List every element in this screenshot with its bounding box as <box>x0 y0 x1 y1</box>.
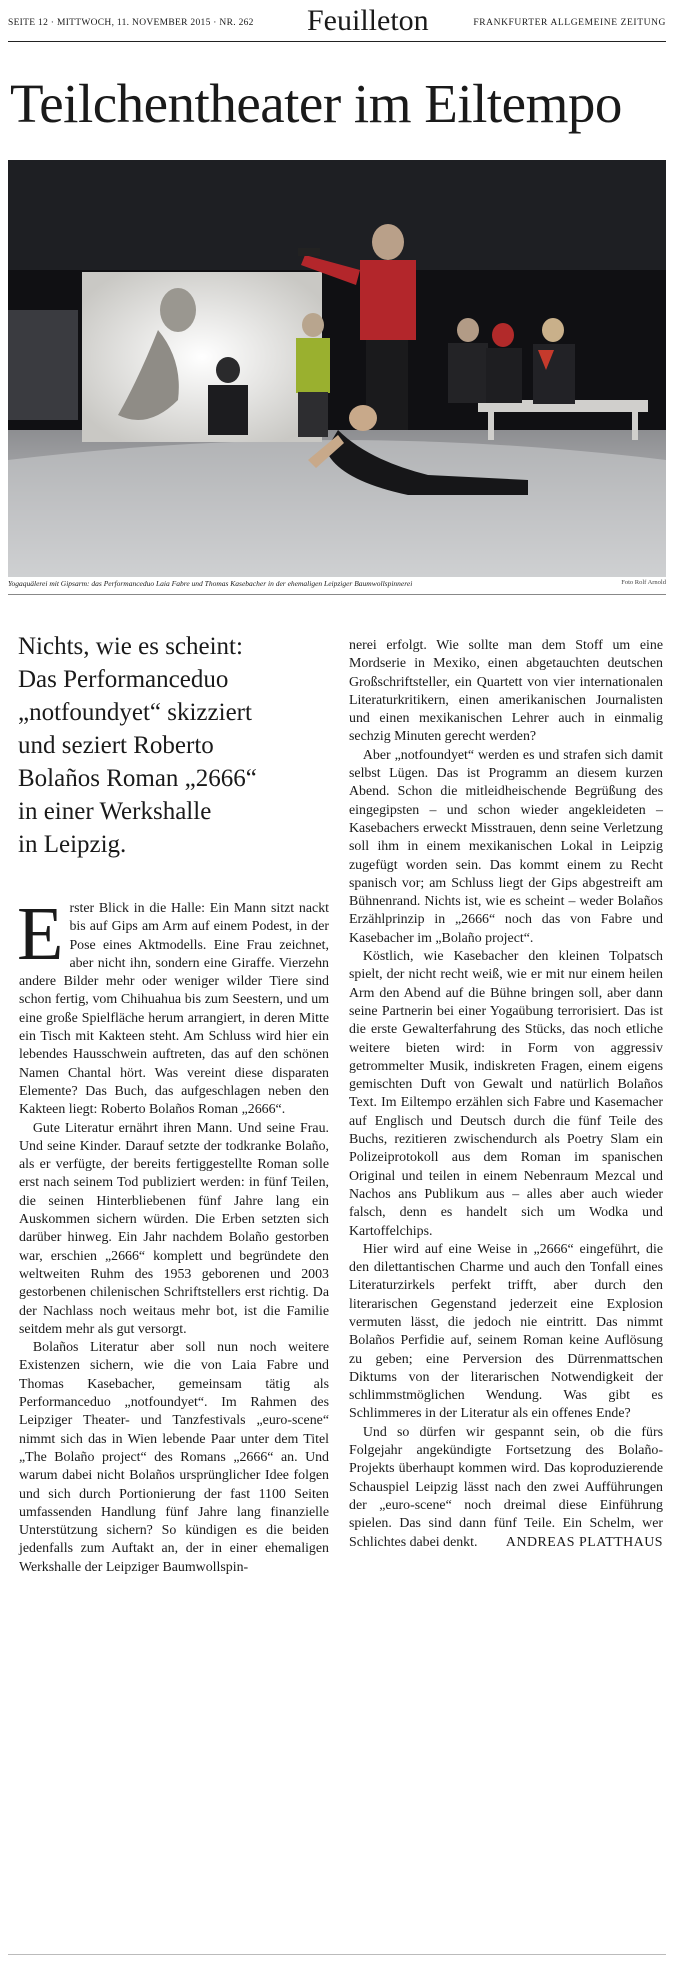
issue-info: SEITE 12 · MITTWOCH, 11. NOVEMBER 2015 · NR. 262 <box>8 18 254 28</box>
teaser-line: „notfoundyet“ skizziert <box>18 699 252 726</box>
performance-photo <box>8 160 666 577</box>
teaser-line: und seziert Roberto <box>18 732 214 759</box>
article-paragraph: Köstlich, wie Kasebacher den kleinen Tolpatsch spielt, der nicht recht weiß, wie er mit nur einem heilen Arm den Abend auf die Bühne bringen soll, aber dann seine Partnerin bei einer Yogaübung terrorisiert. Das ist die erste Gewalterfahrung des Stücks, das noch etliche weitere bieten wird: in Form von aggressiv getrommelter Musik, indiskreten Fragen, einem eigens gemischten Duft von Gewalt und natürlich Bolaños Text. Im Eiltempo erzählen sich Fabre und Kasemacher auf Englisch und Deutsch durch die fünf Teile des Buchs, rezitieren zwischendurch als Poetry Slam ein Polizeiprotokoll aus dem Roman im spanischen Original und teilen in einem Nebenraum Mezcal und Nachos ans Publikum aus – alles aber auch wieder falsch, denn es handelt sich um Wodka und Kartoffelchips. <box>349 949 663 1239</box>
teaser-line: in einer Werkshalle <box>18 798 212 825</box>
bottom-rule <box>8 1954 666 1955</box>
teaser-line: Nichts, wie es scheint: <box>18 633 243 660</box>
article-paragraph: Hier wird auf eine Weise in „2666“ eingeführt, die den dilettantischen Charme und auch den Tonfall eines Literaturzirkels perfekt trifft, aber durch den literarischen Gegenstand jederzeit eine Explosion vermuten lässt, die jedoch nie eintritt. Das nimmt Bolaños Perfidie auf, seinem Roman keine Auflösung zu geben; eine Perversion des Dürrenmattschen Diktums von der literarischen Notwendigkeit der schlimmstmöglichen Wendung. Was gibt es Schlimmeres in der Literatur als ein offenes Ende? <box>349 1241 663 1422</box>
headline: Teilchentheater im Eiltempo <box>10 73 622 134</box>
article-column-right <box>349 637 663 1552</box>
article-column-left <box>17 892 329 1577</box>
photo-credit: Foto Rolf Arnold <box>621 579 666 586</box>
article-paragraph: Bolaños Literatur aber soll nun noch weitere Existenzen sichern, wie die von Laia Fabre und Thomas Kasebacher, gemeinsam tätig als Performanceduo „notfoundyet“. Im Rahmen des Leipziger Theater- und Tanzfestivals „euro-scene“ nimmt sich das in Wien lebende Paar unter dem Titel „The Bolaño project“ des Romans „2666“ an. Und warum dabei nicht Bolaños ursprünglicher Idee folgen und sich durch Portionierung der fast 1100 Seiten umfassenden Handlung fünf Jahre lang finanzielle Unterstützung sichern? So kündigen es die beiden jedenfalls zum Auftakt an, der in einer ehemaligen Werkshalle der Leipziger Baumwollspin- <box>19 1340 329 1575</box>
article-paragraph: Und so dürfen wir gespannt sein, ob die fürs Folgejahr angekündigte Fortsetzung des Bolaño-Projekts überhaupt kommen wird. Das koproduzierende Schauspiel Leipzig lässt nach den zwei Aufführungen der „euro-scene“ noch dreimal diese Einführung spielen. Das sind dann fünf Teile. Ein Schelm, wer Schlichtes dabei denkt. ANDREAS PLATTHAUS <box>349 1424 663 1552</box>
caption-rule <box>8 594 666 595</box>
article-photo <box>8 160 666 577</box>
teaser-line: Das Performanceduo <box>18 666 229 693</box>
article-paragraph: nerei erfolgt. Wie sollte man dem Stoff um eine Mordserie in Mexiko, einen abgetauchten deutschen Großschriftsteller, ein Quartett von vier internationalen Literaturkritikern, einen amerikanischen Journalisten und einen mexikanischen Lehrer auch in einmalig sechzig Minuten gerecht werden? <box>349 638 663 745</box>
byline: ANDREAS PLATTHAUS <box>505 1534 663 1550</box>
photo-caption: Yogaquälerei mit Gipsarm: das Performanceduo Laia Fabre und Thomas Kasebacher in der ehemaligen Leipziger Baumwollspinnerei <box>8 579 413 588</box>
drop-cap: E <box>17 892 64 976</box>
newspaper-name: FRANKFURTER ALLGEMEINE ZEITUNG <box>473 18 666 28</box>
masthead-rule <box>8 41 666 42</box>
section-title: Feuilleton <box>307 4 429 37</box>
teaser <box>18 630 336 861</box>
article-paragraph: Gute Literatur ernährt ihren Mann. Und seine Frau. Und seine Kinder. Darauf setzte der todkranke Bolaño, als er verfügte, der bereits fertiggestellte Roman solle erst nach seinem Tod publiziert werden: in fünf Teilen, die seinen Hinterbliebenen fünf Jahre lang ein Auskommen sichern würden. Die Erben setzten sich darüber hinweg. Ein Jahr nachdem Bolaño gestorben war, erschien „2666“ komplett und begründete den weltweiten Ruhm des 1953 geborenen und 2003 gestorbenen chilenischen Schriftstellers erst richtig. Da der Nachlass noch weitaus mehr bot, ist die Familie seitdem mehr als gut versorgt. <box>19 1120 329 1337</box>
teaser-line: Bolaños Roman „2666“ <box>18 765 257 792</box>
article-paragraph: Aber „notfoundyet“ werden es und strafen sich damit selbst Lügen. Das ist Programm an diesem kurzen Abend. Schon die mitleidheischende Begrüßung des eingegipsten – und schon wieder angekleideten – Kasebachers erweckt Misstrauen, denn seine Verletzung soll ihm in einem mexikanischen Lokal in Leipzig zugefügt worden sein. Das kommt einem zu Recht spanisch vor; am Schluss liegt der Gips abgestreift am Bühnenrand. Nichts ist, wie es scheint – weder Bolaños Erzählprinzip in „2666“ noch das von Fabre und Kasebacher im „Bolaño project“. <box>349 747 663 946</box>
article-paragraph: Erster Blick in die Halle: Ein Mann sitzt nackt bis auf Gips am Arm auf einem Podest, in der Pose eines Aktmodells. Eine Frau zeichnet, aber nicht ihn, sondern eine Giraffe. Vierzehn andere Bilder mehr oder weniger wilder Tiere sind schon fertig, vom Chihuahua bis zum Seestern, und um eine große Spielfläche herum arrangiert, in deren Mitte ein Tisch mit Kakteen steht. Am Schluss wird hier ein lebendes Hausschwein auftreten, das auf den schönen Namen Chantal hört. Was vereint diese disparaten Elemente? Das Buch, das aufgeschlagen neben den Kakteen liegt: Roberto Bolaños Roman „2666“. <box>17 892 329 1118</box>
teaser-line: in Leipzig. <box>18 831 127 858</box>
